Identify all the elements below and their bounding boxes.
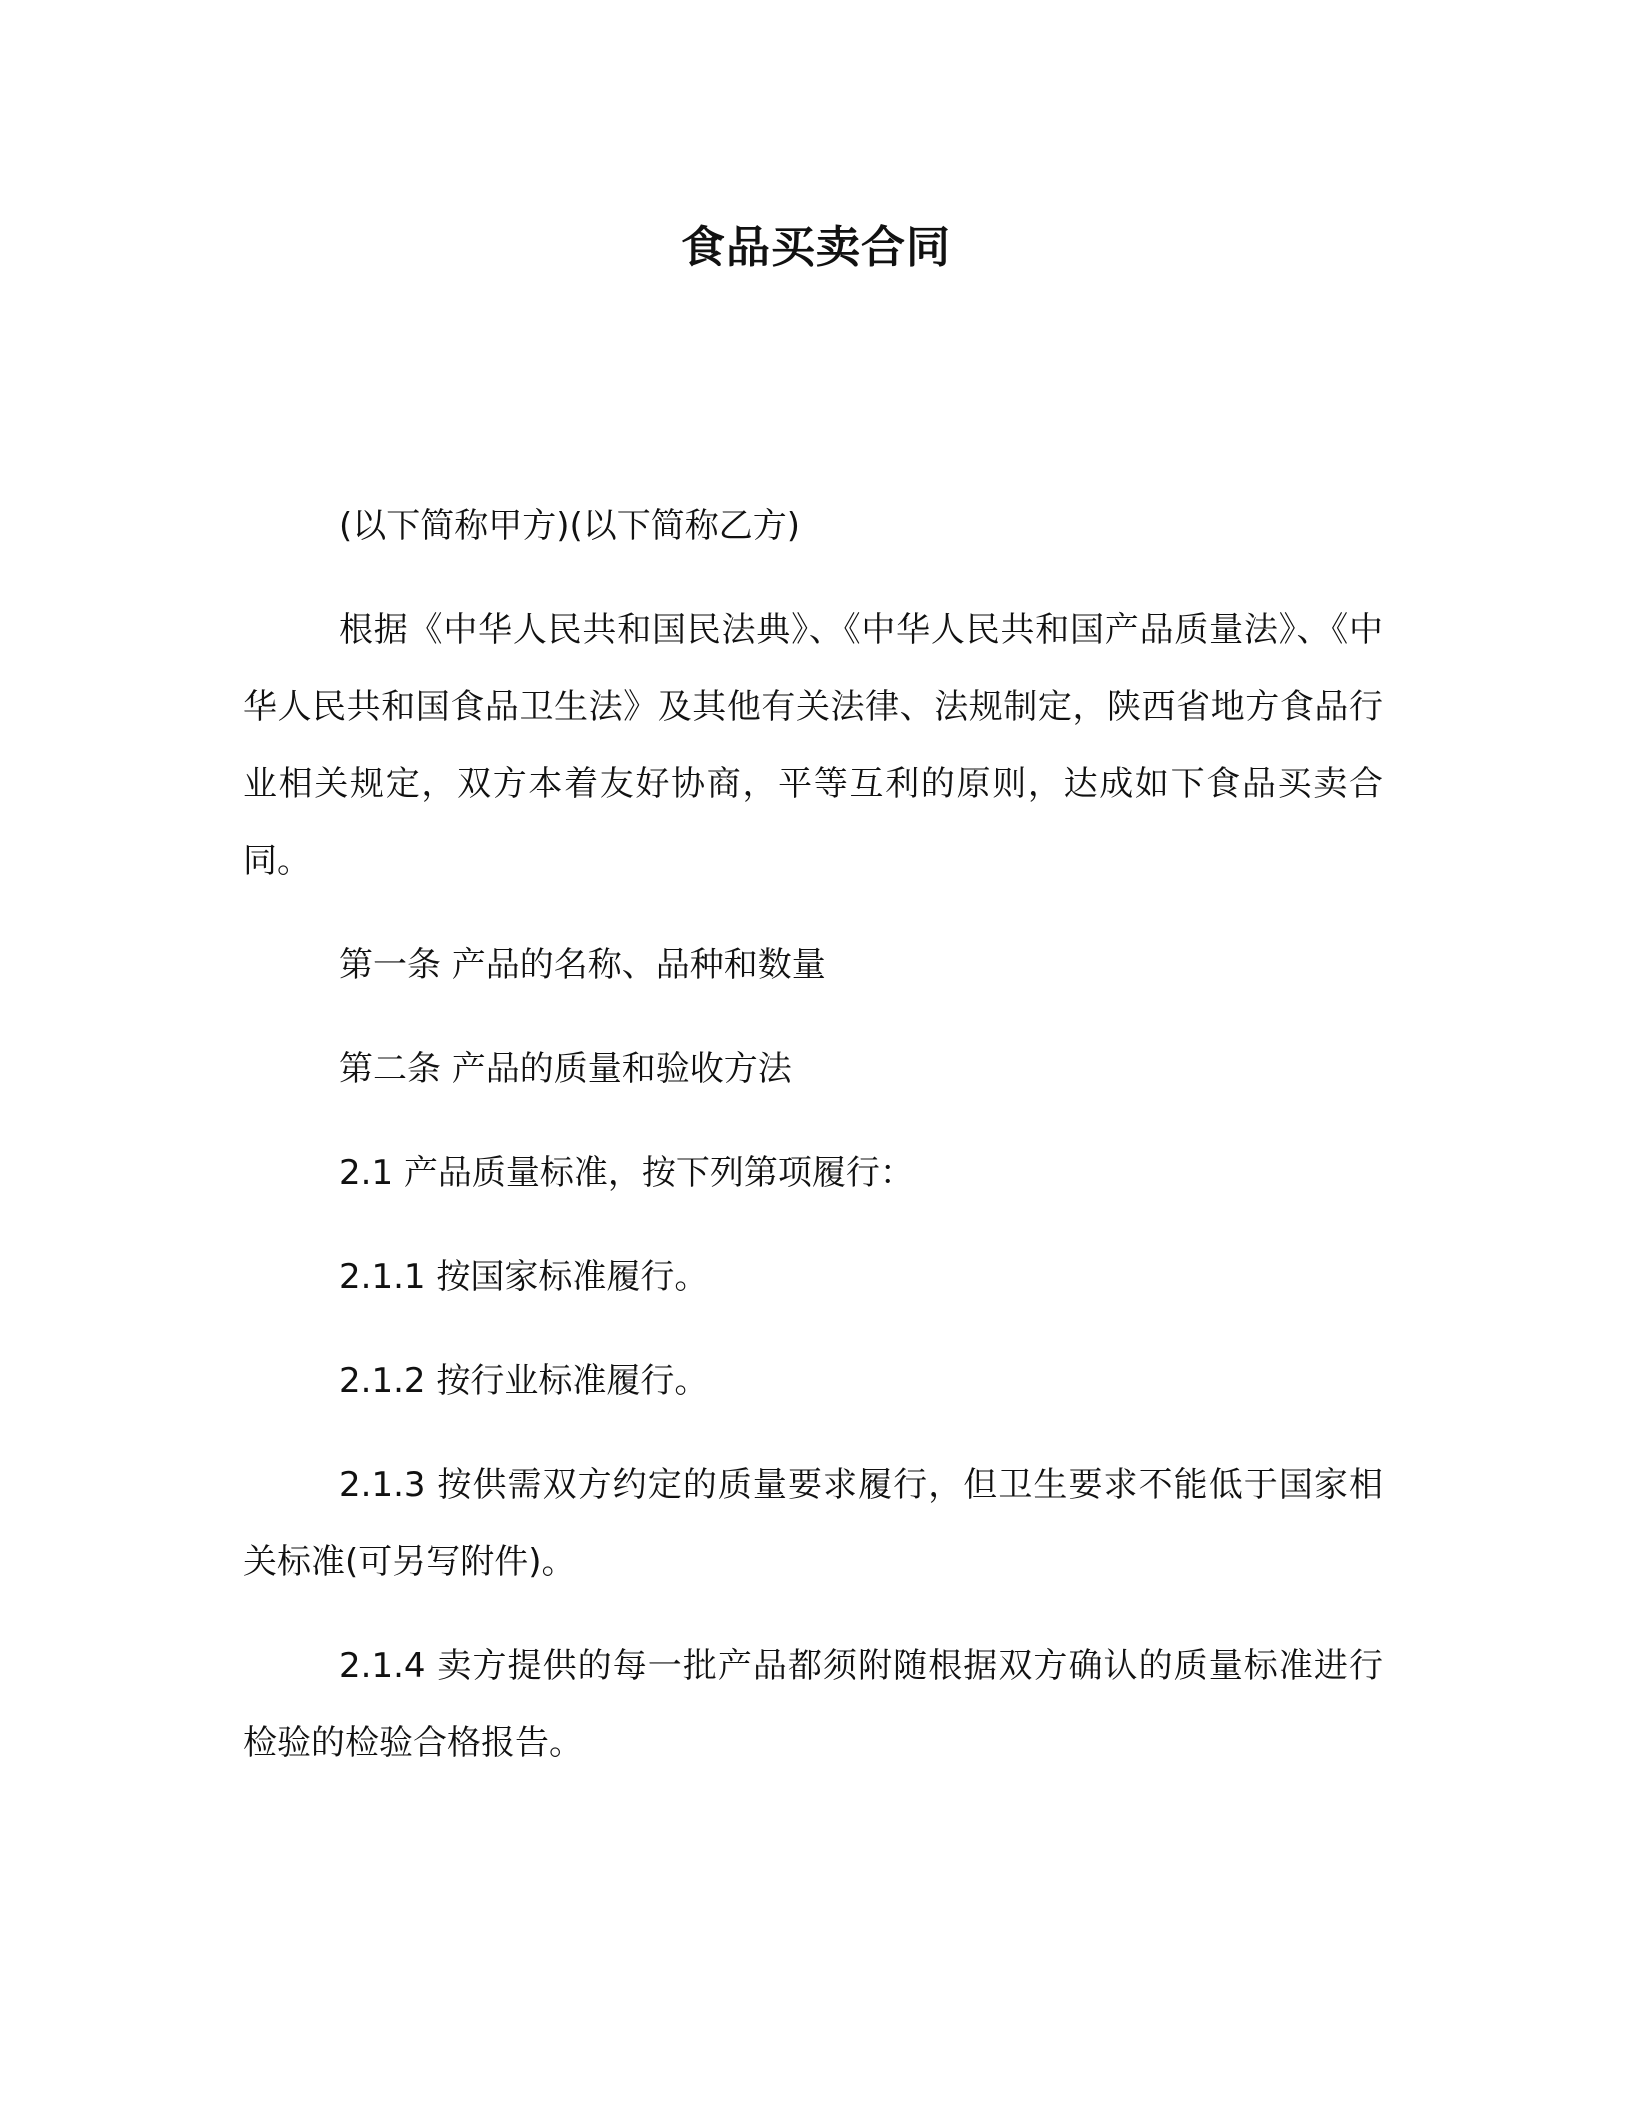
clause-2-1-2: 2.1.2 按行业标准履行。 (339, 1361, 709, 1401)
article-2-heading: 第二条 产品的质量和验收方法 (339, 1049, 792, 1089)
clause-2-1: 2.1 产品质量标准，按下列第项履行： (339, 1153, 914, 1193)
paragraph-legal-basis: 根据《中华人民共和国民法典》、《中华人民共和国产品质量法》、《中华人民共和国食品卫生法》及其他有关法律、法规制定，陕西省地方食品行业相关规定，双方本着友好协商，平等互利的原则，达成如下食品买卖合同。 (243, 610, 1383, 881)
clause-2-1-3: 2.1.3 按供需双方约定的质量要求履行，但卫生要求不能低于国家相关标准(可另写附件)。 (243, 1465, 1383, 1582)
clause-2-1-4: 2.1.4 卖方提供的每一批产品都须附随根据双方确认的质量标准进行检验的检验合格报告。 (243, 1646, 1383, 1763)
paragraph-parties: (以下简称甲方)(以下简称乙方) (339, 506, 801, 546)
document-body (243, 488, 1383, 1809)
clause-2-1-1: 2.1.1 按国家标准履行。 (339, 1257, 709, 1297)
document-title: 食品买卖合同 (681, 222, 951, 273)
article-1-heading: 第一条 产品的名称、品种和数量 (339, 945, 826, 985)
